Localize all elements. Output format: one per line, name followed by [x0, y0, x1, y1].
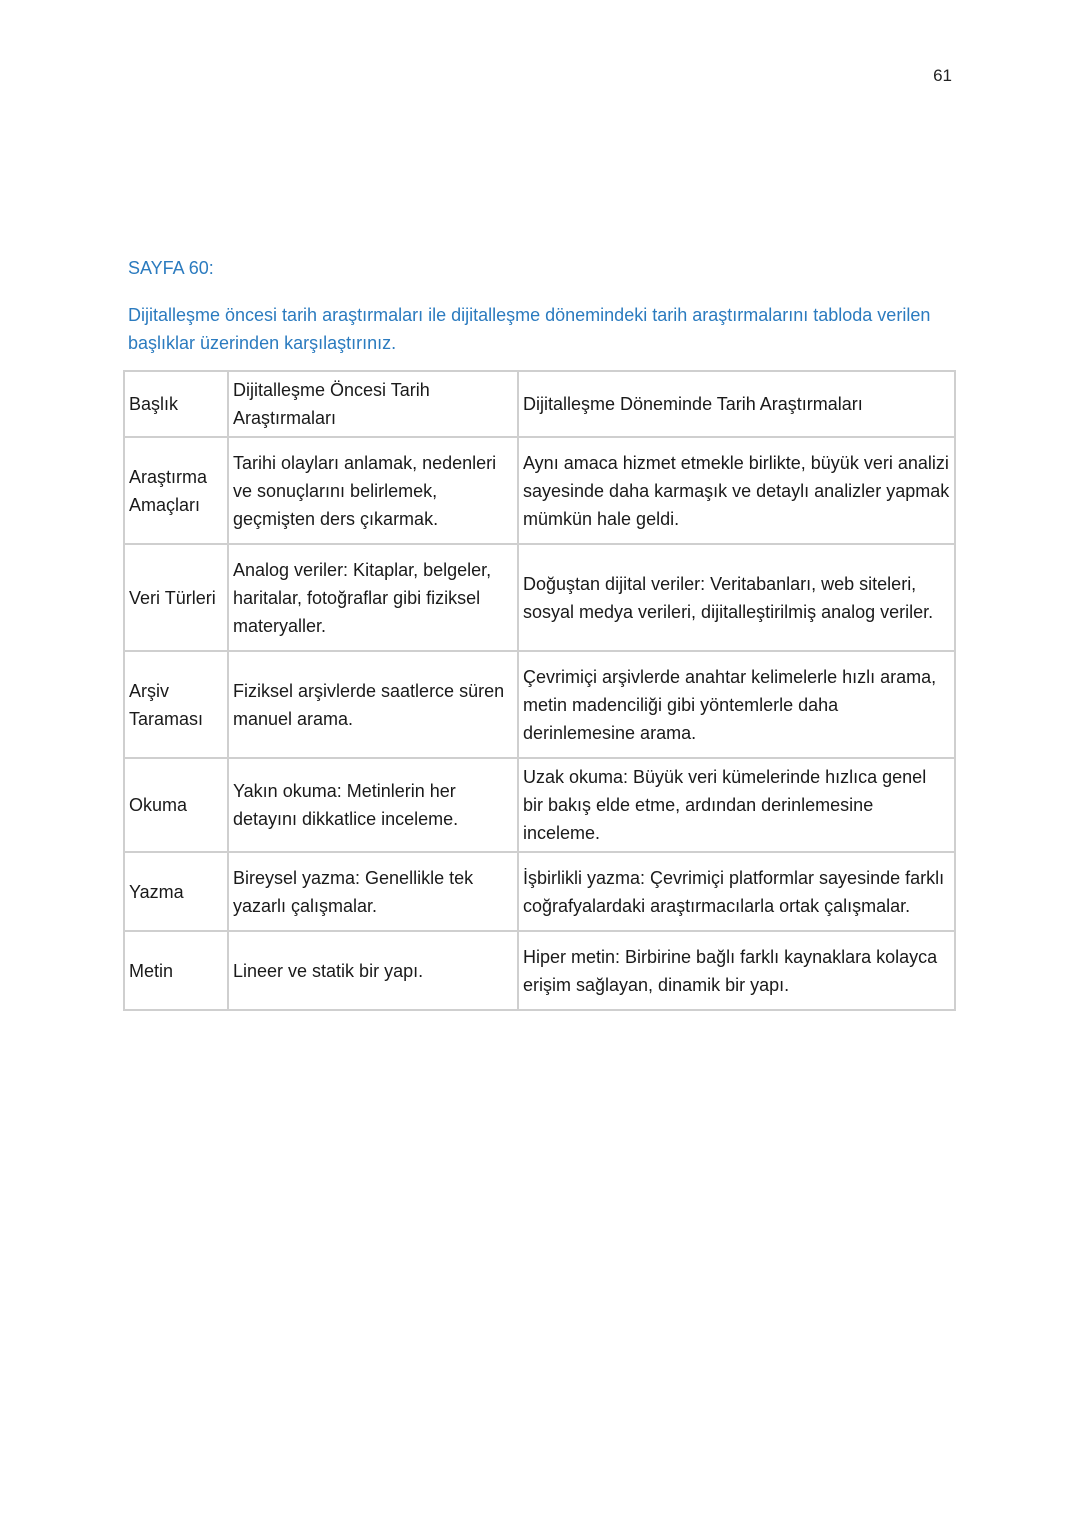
row-topic: Veri Türleri: [124, 544, 228, 651]
table-row: [124, 437, 955, 544]
header-digital: Dijitalleşme Döneminde Tarih Araştırmaları: [518, 371, 955, 437]
table-row: [124, 758, 955, 852]
row-topic: Yazma: [124, 852, 228, 931]
section-heading: SAYFA 60:: [128, 258, 214, 278]
row-topic: Arşiv Taraması: [124, 651, 228, 758]
row-pre-digital: Yakın okuma: Metinlerin her detayını dikkatlice inceleme.: [228, 758, 518, 852]
row-digital: Hiper metin: Birbirine bağlı farklı kaynaklara kolayca erişim sağlayan, dinamik bir yapı.: [518, 931, 955, 1010]
row-pre-digital: Analog veriler: Kitaplar, belgeler, haritalar, fotoğraflar gibi fiziksel materyaller.: [228, 544, 518, 651]
instruction-text: Dijitalleşme öncesi tarih araştırmaları ile dijitalleşme dönemindeki tarih araştırmalarını tabloda verilen başlıklar üzerinden karşılaştırınız.: [128, 305, 931, 353]
table-header-row: [124, 371, 955, 437]
row-topic: Metin: [124, 931, 228, 1010]
table-row: [124, 544, 955, 651]
row-pre-digital: Bireysel yazma: Genellikle tek yazarlı çalışmalar.: [228, 852, 518, 931]
row-digital: Aynı amaca hizmet etmekle birlikte, büyük veri analizi sayesinde daha karmaşık ve detaylı analizler yapmak mümkün hale geldi.: [518, 437, 955, 544]
table-row: [124, 651, 955, 758]
row-digital: Çevrimiçi arşivlerde anahtar kelimelerle hızlı arama, metin madenciliği gibi yöntemlerle daha derinlemesine arama.: [518, 651, 955, 758]
row-pre-digital: Tarihi olayları anlamak, nedenleri ve sonuçlarını belirlemek, geçmişten ders çıkarmak.: [228, 437, 518, 544]
header-topic: Başlık: [124, 371, 228, 437]
row-topic: Okuma: [124, 758, 228, 852]
table-row: [124, 852, 955, 931]
row-digital: Doğuştan dijital veriler: Veritabanları, web siteleri, sosyal medya verileri, dijitalleştirilmiş analog veriler.: [518, 544, 955, 651]
header-pre-digital: Dijitalleşme Öncesi Tarih Araştırmaları: [228, 371, 518, 437]
row-digital: İşbirlikli yazma: Çevrimiçi platformlar sayesinde farklı coğrafyalardaki araştırmacılarla ortak çalışmalar.: [518, 852, 955, 931]
page-number: 61: [933, 66, 952, 85]
row-topic: Araştırma Amaçları: [124, 437, 228, 544]
row-pre-digital: Lineer ve statik bir yapı.: [228, 931, 518, 1010]
comparison-table: [123, 370, 956, 1011]
row-pre-digital: Fiziksel arşivlerde saatlerce süren manuel arama.: [228, 651, 518, 758]
table-row: [124, 931, 955, 1010]
row-digital: Uzak okuma: Büyük veri kümelerinde hızlıca genel bir bakış elde etme, ardından derinlemesine inceleme.: [518, 758, 955, 852]
